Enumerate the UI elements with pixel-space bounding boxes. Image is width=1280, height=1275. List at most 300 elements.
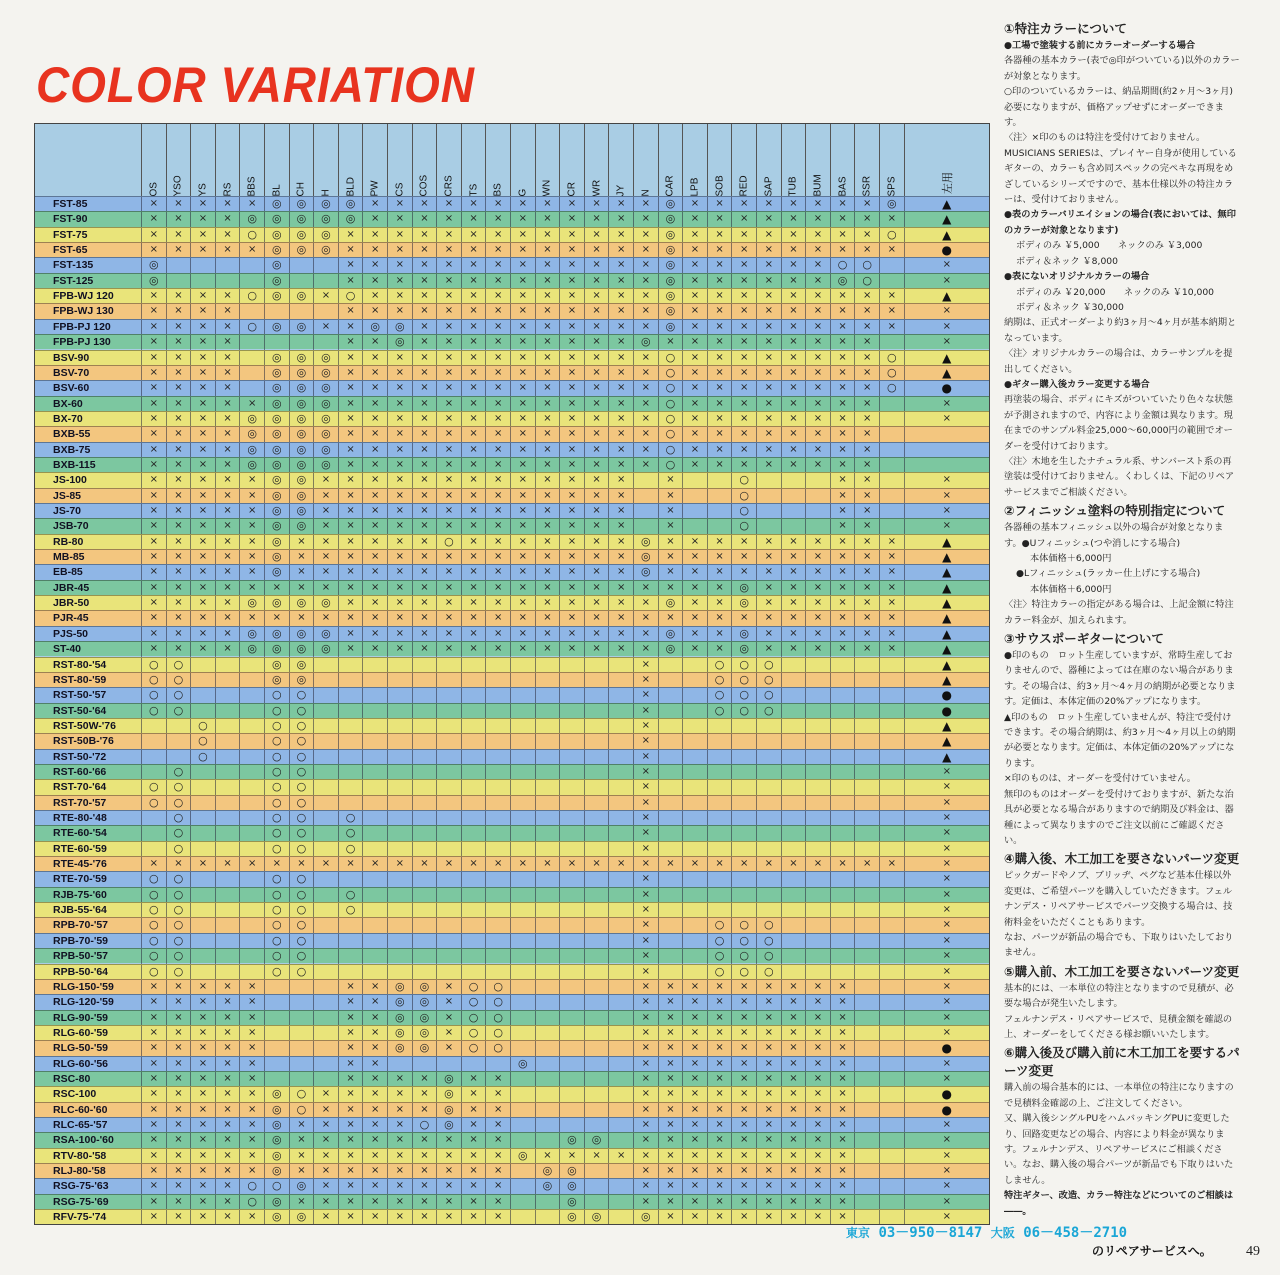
availability-cell: ○ xyxy=(166,934,191,949)
model-name: RTE-45-'76 xyxy=(53,858,107,871)
availability-cell xyxy=(485,903,510,918)
availability-cell: × xyxy=(461,1133,486,1148)
availability-cell: × xyxy=(141,611,166,626)
availability-cell: ◎ xyxy=(412,1041,437,1056)
availability-cell: × xyxy=(485,1103,510,1118)
availability-cell xyxy=(461,826,486,841)
availability-cell: × xyxy=(387,1118,412,1133)
availability-cell: × xyxy=(756,258,781,273)
model-name: BSV-90 xyxy=(53,351,90,364)
availability-cell: × xyxy=(854,228,879,243)
availability-cell: × xyxy=(289,550,314,565)
availability-cell xyxy=(559,995,584,1010)
availability-cell: × xyxy=(633,857,658,872)
availability-cell: ○ xyxy=(658,427,683,442)
availability-cell xyxy=(707,872,732,887)
availability-cell: × xyxy=(707,627,732,642)
availability-cell xyxy=(584,780,609,795)
availability-cell: × xyxy=(584,320,609,335)
availability-cell: × xyxy=(362,228,387,243)
availability-cell: × xyxy=(387,519,412,534)
availability-cell: × xyxy=(510,320,535,335)
availability-cell: × xyxy=(904,274,989,289)
availability-cell xyxy=(805,658,830,673)
column-header-label: CS xyxy=(394,182,406,197)
availability-cell: × xyxy=(141,519,166,534)
availability-cell: × xyxy=(904,965,989,980)
availability-cell: × xyxy=(633,1072,658,1087)
availability-cell: × xyxy=(338,320,363,335)
availability-cell xyxy=(362,872,387,887)
availability-cell: × xyxy=(658,550,683,565)
availability-cell: × xyxy=(707,1118,732,1133)
availability-cell: × xyxy=(658,1103,683,1118)
availability-cell: ◎ xyxy=(239,458,264,473)
availability-cell xyxy=(412,949,437,964)
availability-cell: × xyxy=(633,397,658,412)
availability-cell: × xyxy=(166,427,191,442)
availability-cell: × xyxy=(362,1011,387,1026)
availability-cell: × xyxy=(658,489,683,504)
availability-cell: ◎ xyxy=(264,519,289,534)
availability-cell: × xyxy=(731,412,756,427)
availability-cell: ◎ xyxy=(289,458,314,473)
availability-cell xyxy=(682,949,707,964)
availability-cell: × xyxy=(510,212,535,227)
availability-cell: × xyxy=(608,351,633,366)
availability-cell: × xyxy=(756,1164,781,1179)
availability-cell xyxy=(239,688,264,703)
availability-cell xyxy=(756,780,781,795)
availability-cell xyxy=(510,934,535,949)
availability-cell: × xyxy=(904,842,989,857)
repair-service-text: のリペアサービスへ。 xyxy=(1092,1244,1212,1258)
availability-cell: × xyxy=(338,243,363,258)
availability-cell: × xyxy=(854,320,879,335)
availability-cell xyxy=(559,1087,584,1102)
model-name: BXB-115 xyxy=(53,458,96,471)
availability-cell xyxy=(854,888,879,903)
availability-cell: × xyxy=(313,1087,338,1102)
availability-cell: × xyxy=(362,535,387,550)
availability-cell xyxy=(461,934,486,949)
availability-cell: ◎ xyxy=(264,197,289,212)
availability-cell: × xyxy=(731,995,756,1010)
availability-cell xyxy=(682,704,707,719)
availability-cell: × xyxy=(215,458,240,473)
availability-cell: × xyxy=(731,381,756,396)
availability-cell: × xyxy=(682,304,707,319)
availability-cell: × xyxy=(387,1164,412,1179)
availability-cell xyxy=(412,780,437,795)
availability-cell xyxy=(830,949,855,964)
availability-cell xyxy=(854,1195,879,1210)
availability-cell xyxy=(362,796,387,811)
availability-cell: × xyxy=(731,535,756,550)
availability-cell xyxy=(781,965,806,980)
availability-cell: × xyxy=(756,1118,781,1133)
table-row xyxy=(35,887,989,902)
table-row xyxy=(35,472,989,487)
column-header-label: YS xyxy=(197,183,209,197)
availability-cell: × xyxy=(608,274,633,289)
availability-cell: × xyxy=(830,1072,855,1087)
availability-cell xyxy=(412,1057,437,1072)
availability-cell: × xyxy=(387,473,412,488)
availability-cell: × xyxy=(756,397,781,412)
availability-cell: × xyxy=(461,627,486,642)
availability-cell: ◎ xyxy=(313,642,338,657)
availability-cell: × xyxy=(190,381,215,396)
availability-cell: × xyxy=(805,243,830,258)
availability-cell xyxy=(879,1164,904,1179)
availability-cell xyxy=(338,719,363,734)
availability-cell: × xyxy=(215,1149,240,1164)
availability-cell: × xyxy=(535,581,560,596)
availability-cell: × xyxy=(559,458,584,473)
availability-cell: × xyxy=(781,304,806,319)
availability-cell: ◎ xyxy=(731,642,756,657)
availability-cell: × xyxy=(166,412,191,427)
availability-cell xyxy=(436,826,461,841)
tokyo-phone: 03－950－8147 xyxy=(878,1225,983,1241)
availability-cell: × xyxy=(658,980,683,995)
availability-cell: × xyxy=(904,980,989,995)
availability-cell: × xyxy=(166,489,191,504)
availability-cell: × xyxy=(412,611,437,626)
availability-cell: × xyxy=(854,366,879,381)
availability-cell: × xyxy=(658,565,683,580)
table-row xyxy=(35,764,989,779)
availability-cell xyxy=(535,750,560,765)
availability-cell: × xyxy=(608,243,633,258)
availability-cell: × xyxy=(387,1087,412,1102)
column-header-label: RED xyxy=(738,175,750,197)
availability-cell xyxy=(412,965,437,980)
availability-cell: ○ xyxy=(289,1087,314,1102)
availability-cell: × xyxy=(166,1149,191,1164)
availability-cell: × xyxy=(338,304,363,319)
availability-cell xyxy=(190,258,215,273)
availability-cell xyxy=(559,965,584,980)
availability-cell: × xyxy=(682,412,707,427)
availability-cell: × xyxy=(633,1026,658,1041)
section-1-price-3: ボディのみ ￥20,000 ネックのみ ￥10,000 xyxy=(1016,286,1215,298)
availability-cell: ◎ xyxy=(289,212,314,227)
table-row xyxy=(35,396,989,411)
availability-cell: × xyxy=(215,320,240,335)
availability-cell: × xyxy=(682,366,707,381)
availability-cell: × xyxy=(141,1195,166,1210)
model-name: ST-40 xyxy=(53,643,82,656)
availability-cell: × xyxy=(608,412,633,427)
availability-cell: × xyxy=(731,1026,756,1041)
availability-cell: × xyxy=(510,596,535,611)
table-row xyxy=(35,749,989,764)
availability-cell: ◎ xyxy=(289,443,314,458)
availability-cell xyxy=(559,903,584,918)
availability-cell: × xyxy=(707,1210,732,1225)
table-row xyxy=(35,1148,989,1163)
availability-cell xyxy=(362,888,387,903)
availability-cell xyxy=(559,750,584,765)
availability-cell: × xyxy=(830,381,855,396)
availability-cell xyxy=(485,918,510,933)
availability-cell: × xyxy=(338,1118,363,1133)
availability-cell xyxy=(387,918,412,933)
availability-cell: × xyxy=(904,1011,989,1026)
availability-cell xyxy=(731,750,756,765)
availability-cell: × xyxy=(805,995,830,1010)
availability-cell: ◎ xyxy=(264,489,289,504)
availability-cell: × xyxy=(756,228,781,243)
availability-cell xyxy=(830,965,855,980)
availability-cell: ◎ xyxy=(830,274,855,289)
availability-cell: × xyxy=(830,228,855,243)
availability-cell: × xyxy=(633,1149,658,1164)
availability-cell: ○ xyxy=(264,918,289,933)
section-3-text-1: ●印のもの ロット生産していますが、常時生産しておりませんので、器種によっては在庫のない場合があります。その場合は、約3ヶ月～4ヶ月の納期が必要となります。定価は、本体定価の20%アップになります。 xyxy=(1004,650,1236,708)
availability-cell xyxy=(584,688,609,703)
availability-cell: × xyxy=(904,1164,989,1179)
availability-cell: × xyxy=(313,1179,338,1194)
availability-cell xyxy=(313,796,338,811)
availability-cell xyxy=(854,1072,879,1087)
availability-cell xyxy=(338,765,363,780)
availability-cell: × xyxy=(559,611,584,626)
availability-cell xyxy=(313,1026,338,1041)
availability-cell: ◎ xyxy=(559,1133,584,1148)
availability-cell: × xyxy=(215,642,240,657)
availability-cell xyxy=(608,1179,633,1194)
availability-cell: × xyxy=(633,872,658,887)
availability-cell xyxy=(436,780,461,795)
availability-cell: × xyxy=(854,489,879,504)
availability-cell: × xyxy=(436,504,461,519)
section-1-bullet-1: ●工場で塗装する前にカラーオーダーする場合 xyxy=(1004,40,1196,51)
availability-cell xyxy=(535,995,560,1010)
availability-cell xyxy=(682,750,707,765)
availability-cell: × xyxy=(313,1195,338,1210)
availability-cell: × xyxy=(707,458,732,473)
availability-cell: ○ xyxy=(461,1041,486,1056)
availability-cell: × xyxy=(166,335,191,350)
availability-cell xyxy=(830,934,855,949)
availability-cell xyxy=(387,719,412,734)
availability-cell: × xyxy=(190,289,215,304)
availability-cell: ▲ xyxy=(904,351,989,366)
table-row xyxy=(35,1117,989,1132)
availability-cell: × xyxy=(781,1011,806,1026)
availability-cell: ○ xyxy=(264,688,289,703)
availability-cell: ◎ xyxy=(289,381,314,396)
availability-cell xyxy=(707,473,732,488)
availability-cell: × xyxy=(436,458,461,473)
availability-cell: × xyxy=(362,504,387,519)
availability-cell: ○ xyxy=(658,458,683,473)
model-name: RLJ-80-'58 xyxy=(53,1165,106,1178)
availability-cell: ○ xyxy=(338,811,363,826)
availability-cell xyxy=(436,888,461,903)
availability-cell: × xyxy=(805,642,830,657)
availability-cell: × xyxy=(608,565,633,580)
availability-cell xyxy=(559,1057,584,1072)
availability-cell: × xyxy=(215,980,240,995)
availability-cell: × xyxy=(658,1195,683,1210)
availability-cell xyxy=(215,842,240,857)
table-row xyxy=(35,703,989,718)
availability-cell xyxy=(461,872,486,887)
availability-cell: ◎ xyxy=(264,1210,289,1225)
availability-cell: × xyxy=(510,473,535,488)
availability-cell xyxy=(608,1118,633,1133)
availability-cell: × xyxy=(190,596,215,611)
availability-cell xyxy=(559,949,584,964)
availability-cell: ○ xyxy=(141,903,166,918)
availability-cell: ▲ xyxy=(904,750,989,765)
availability-cell: × xyxy=(485,565,510,580)
availability-cell: × xyxy=(805,1026,830,1041)
availability-cell: ◎ xyxy=(239,627,264,642)
availability-cell: ○ xyxy=(264,888,289,903)
availability-cell xyxy=(633,519,658,534)
availability-cell: × xyxy=(707,980,732,995)
availability-cell: × xyxy=(854,473,879,488)
availability-cell: × xyxy=(707,289,732,304)
availability-cell xyxy=(535,1041,560,1056)
availability-cell: ● xyxy=(904,688,989,703)
availability-cell: × xyxy=(436,427,461,442)
availability-cell: × xyxy=(904,412,989,427)
column-header-label: WR xyxy=(591,179,603,197)
availability-cell: × xyxy=(412,304,437,319)
availability-cell xyxy=(682,734,707,749)
availability-cell: × xyxy=(166,1011,191,1026)
availability-cell: × xyxy=(608,473,633,488)
availability-cell: × xyxy=(215,1103,240,1118)
availability-cell: × xyxy=(485,489,510,504)
availability-cell: × xyxy=(412,443,437,458)
availability-cell: × xyxy=(559,550,584,565)
availability-cell: × xyxy=(904,888,989,903)
availability-cell xyxy=(510,1195,535,1210)
availability-cell: × xyxy=(781,1149,806,1164)
availability-cell: ○ xyxy=(338,888,363,903)
availability-cell xyxy=(559,934,584,949)
availability-cell xyxy=(658,811,683,826)
availability-cell xyxy=(215,765,240,780)
availability-cell xyxy=(362,658,387,673)
model-name: RLG-90-'59 xyxy=(53,1011,109,1024)
section-2-text-3: ●Lフィニッシュ(ラッカー仕上げにする場合) xyxy=(1016,568,1201,580)
availability-cell: × xyxy=(633,826,658,841)
availability-cell xyxy=(658,949,683,964)
availability-cell: × xyxy=(756,366,781,381)
column-header xyxy=(485,124,510,196)
availability-cell: × xyxy=(830,1210,855,1225)
availability-cell: × xyxy=(412,1195,437,1210)
availability-cell: × xyxy=(584,504,609,519)
availability-cell: ○ xyxy=(289,688,314,703)
availability-cell: × xyxy=(879,642,904,657)
availability-cell: × xyxy=(239,489,264,504)
availability-cell: × xyxy=(707,351,732,366)
availability-cell xyxy=(854,826,879,841)
availability-cell: × xyxy=(485,1179,510,1194)
availability-cell xyxy=(830,673,855,688)
availability-cell: × xyxy=(682,320,707,335)
availability-cell: × xyxy=(805,274,830,289)
availability-cell: × xyxy=(633,596,658,611)
availability-cell: × xyxy=(485,274,510,289)
availability-cell: × xyxy=(682,642,707,657)
availability-cell xyxy=(510,673,535,688)
availability-cell: × xyxy=(436,1164,461,1179)
availability-cell: × xyxy=(239,1149,264,1164)
availability-cell: ○ xyxy=(166,965,191,980)
availability-cell: × xyxy=(436,596,461,611)
availability-cell: × xyxy=(682,397,707,412)
availability-cell: × xyxy=(190,519,215,534)
availability-cell xyxy=(584,826,609,841)
availability-cell: ○ xyxy=(166,888,191,903)
availability-cell xyxy=(559,704,584,719)
availability-cell xyxy=(313,965,338,980)
availability-cell: × xyxy=(830,489,855,504)
availability-cell xyxy=(559,1026,584,1041)
column-header xyxy=(854,124,879,196)
availability-cell: × xyxy=(190,565,215,580)
model-name: RSG-75-'63 xyxy=(53,1180,109,1193)
availability-cell: ◎ xyxy=(633,1210,658,1225)
availability-cell: × xyxy=(830,243,855,258)
availability-cell xyxy=(805,826,830,841)
availability-cell: × xyxy=(781,627,806,642)
availability-cell: ◎ xyxy=(264,596,289,611)
availability-cell xyxy=(535,934,560,949)
availability-cell: × xyxy=(362,1195,387,1210)
availability-cell: × xyxy=(682,197,707,212)
availability-cell: × xyxy=(584,366,609,381)
availability-cell: ▲ xyxy=(904,550,989,565)
model-name: RST-50W-'76 xyxy=(53,719,116,732)
availability-cell xyxy=(141,811,166,826)
availability-cell: × xyxy=(215,489,240,504)
availability-cell: ▲ xyxy=(904,197,989,212)
availability-cell: × xyxy=(781,1072,806,1087)
availability-cell: × xyxy=(584,519,609,534)
availability-cell xyxy=(510,965,535,980)
availability-cell xyxy=(854,1057,879,1072)
availability-cell: × xyxy=(166,642,191,657)
availability-cell: × xyxy=(682,1118,707,1133)
availability-cell xyxy=(559,826,584,841)
column-header xyxy=(239,124,264,196)
availability-cell: × xyxy=(805,1210,830,1225)
availability-cell xyxy=(338,918,363,933)
availability-cell: ○ xyxy=(239,289,264,304)
availability-cell: ◎ xyxy=(264,366,289,381)
availability-cell: × xyxy=(338,1103,363,1118)
availability-cell: ◎ xyxy=(658,228,683,243)
availability-cell: × xyxy=(338,581,363,596)
availability-cell: × xyxy=(166,366,191,381)
availability-cell: × xyxy=(535,504,560,519)
availability-cell: ○ xyxy=(264,872,289,887)
availability-cell: × xyxy=(781,642,806,657)
availability-cell xyxy=(707,888,732,903)
availability-cell xyxy=(313,842,338,857)
